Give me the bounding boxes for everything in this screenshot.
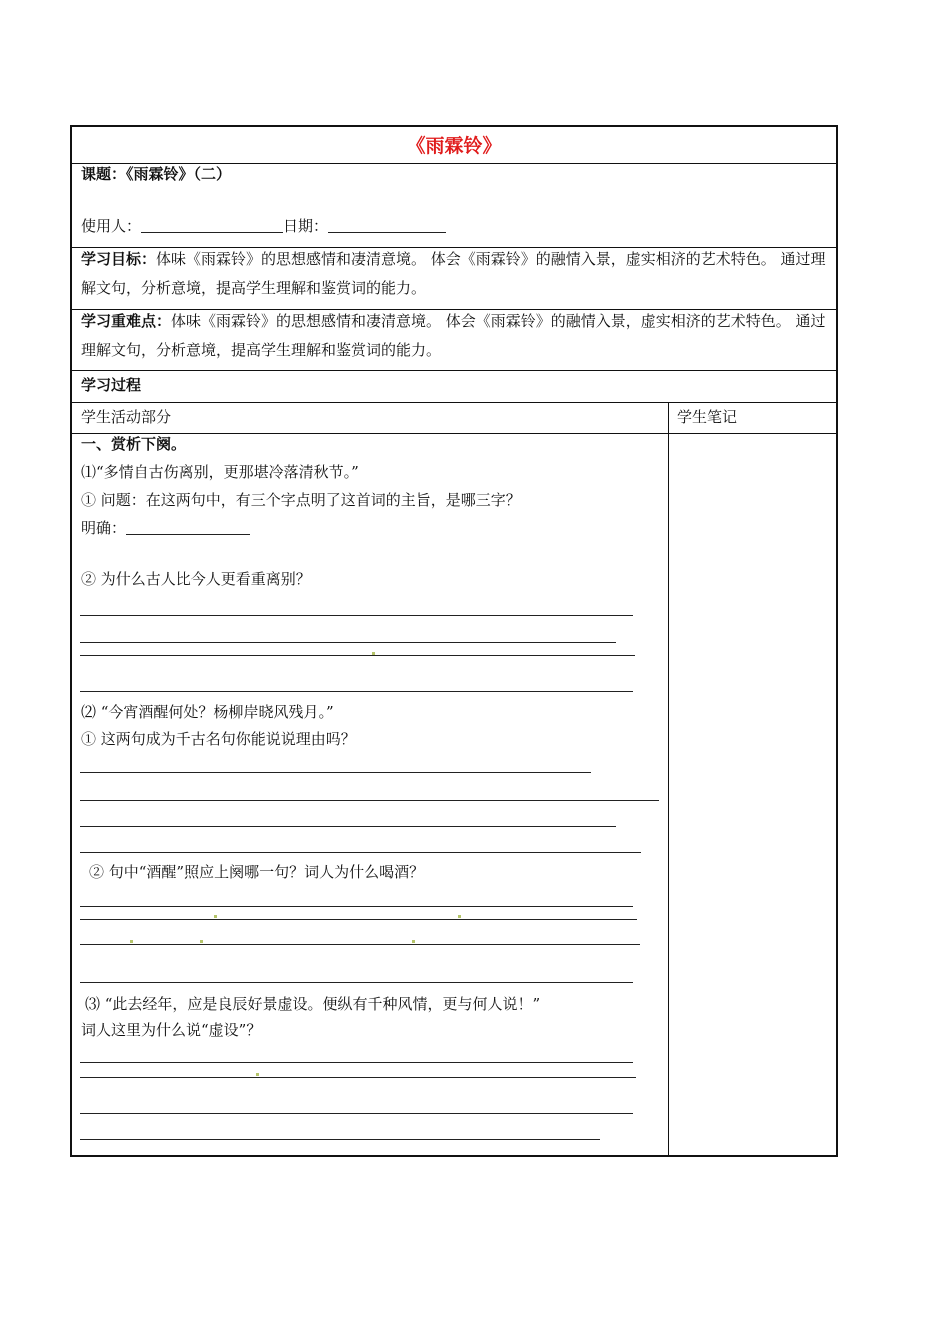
worksheet-table <box>70 125 838 1157</box>
divider <box>72 433 836 434</box>
question-2b: ② 句中“酒醒”照应上阕哪一句？词人为什么喝酒？ <box>89 863 425 881</box>
answer-line[interactable] <box>80 826 616 827</box>
objectives-label: 学习目标： <box>81 250 157 268</box>
answer-line[interactable] <box>80 691 633 692</box>
question-2-quote: ⑵ “今宵酒醒何处？杨柳岸晓风残月。” <box>81 703 334 721</box>
scan-speck <box>130 940 133 943</box>
answer-blank[interactable] <box>126 516 250 535</box>
question-1a: ① 问题：在这两句中，有三个字点明了这首词的主旨，是哪三字？ <box>81 491 521 509</box>
divider <box>72 370 836 371</box>
scan-speck <box>412 940 415 943</box>
answer-line[interactable] <box>80 1139 600 1140</box>
answer-line[interactable] <box>80 642 616 643</box>
objectives <box>81 245 829 303</box>
scan-speck <box>214 915 217 918</box>
answer-line[interactable] <box>80 944 640 945</box>
key-points-text: 体味《雨霖铃》的思想感情和凄清意境。 体会《雨霖铃》的融情入景，虚实相济的艺术特色。 通过理解文句，分析意境，提高学生理解和鉴赏词的能力。 <box>81 312 826 359</box>
answer-line[interactable] <box>80 919 637 920</box>
answer-line[interactable] <box>80 1062 633 1063</box>
key-points-label: 学习重难点： <box>81 312 172 330</box>
topic-row <box>81 159 231 189</box>
question-3a: 词人这里为什么说“虚设”？ <box>81 1021 262 1039</box>
key-points <box>81 307 829 365</box>
topic-label: 课题： <box>81 165 127 183</box>
answer-line[interactable] <box>80 655 635 656</box>
user-label: 使用人： <box>81 217 142 235</box>
user-blank[interactable] <box>141 214 283 233</box>
date-blank[interactable] <box>328 214 446 233</box>
scan-speck <box>372 652 375 655</box>
user-date-row <box>81 211 446 241</box>
scan-speck <box>200 940 203 943</box>
answer-line[interactable] <box>80 906 633 907</box>
objectives-text: 体味《雨霖铃》的思想感情和凄清意境。 体会《雨霖铃》的融情入景，虚实相济的艺术特色。 通过理解文句，分析意境，提高学生理解和鉴赏词的能力。 <box>81 250 826 297</box>
column-divider <box>668 402 669 1155</box>
question-1b: ② 为什么古人比今人更看重离别？ <box>81 570 311 588</box>
question-2a: ① 这两句成为千古名句你能说说理由吗？ <box>81 730 356 748</box>
answer-label: 明确： <box>81 519 127 537</box>
answer-line[interactable] <box>80 1113 633 1114</box>
question-3-quote: ⑶ “此去经年，应是良辰好景虚设。便纵有千种风情，更与何人说！” <box>85 995 541 1013</box>
answer-line[interactable] <box>80 852 641 853</box>
process-heading: 学习过程 <box>81 376 142 394</box>
answer-line[interactable] <box>80 800 659 801</box>
answer-line[interactable] <box>80 982 633 983</box>
answer-line[interactable] <box>80 772 591 773</box>
page-title: 《雨霖铃》 <box>406 135 502 157</box>
notes-column-header: 学生笔记 <box>677 408 738 426</box>
answer-line[interactable] <box>80 615 633 616</box>
question-1-quote: ⑴“多情自古伤离别，更那堪冷落清秋节。” <box>81 463 359 481</box>
answer-line[interactable] <box>80 1077 636 1078</box>
scan-speck <box>458 915 461 918</box>
date-label: 日期： <box>283 217 329 235</box>
activity-column-header: 学生活动部分 <box>81 408 172 426</box>
question-1-answer <box>81 513 250 543</box>
scan-speck <box>256 1073 259 1076</box>
topic-value: 《雨霖铃》（二） <box>126 165 232 183</box>
section-heading: 一、赏析下阕。 <box>81 435 187 453</box>
